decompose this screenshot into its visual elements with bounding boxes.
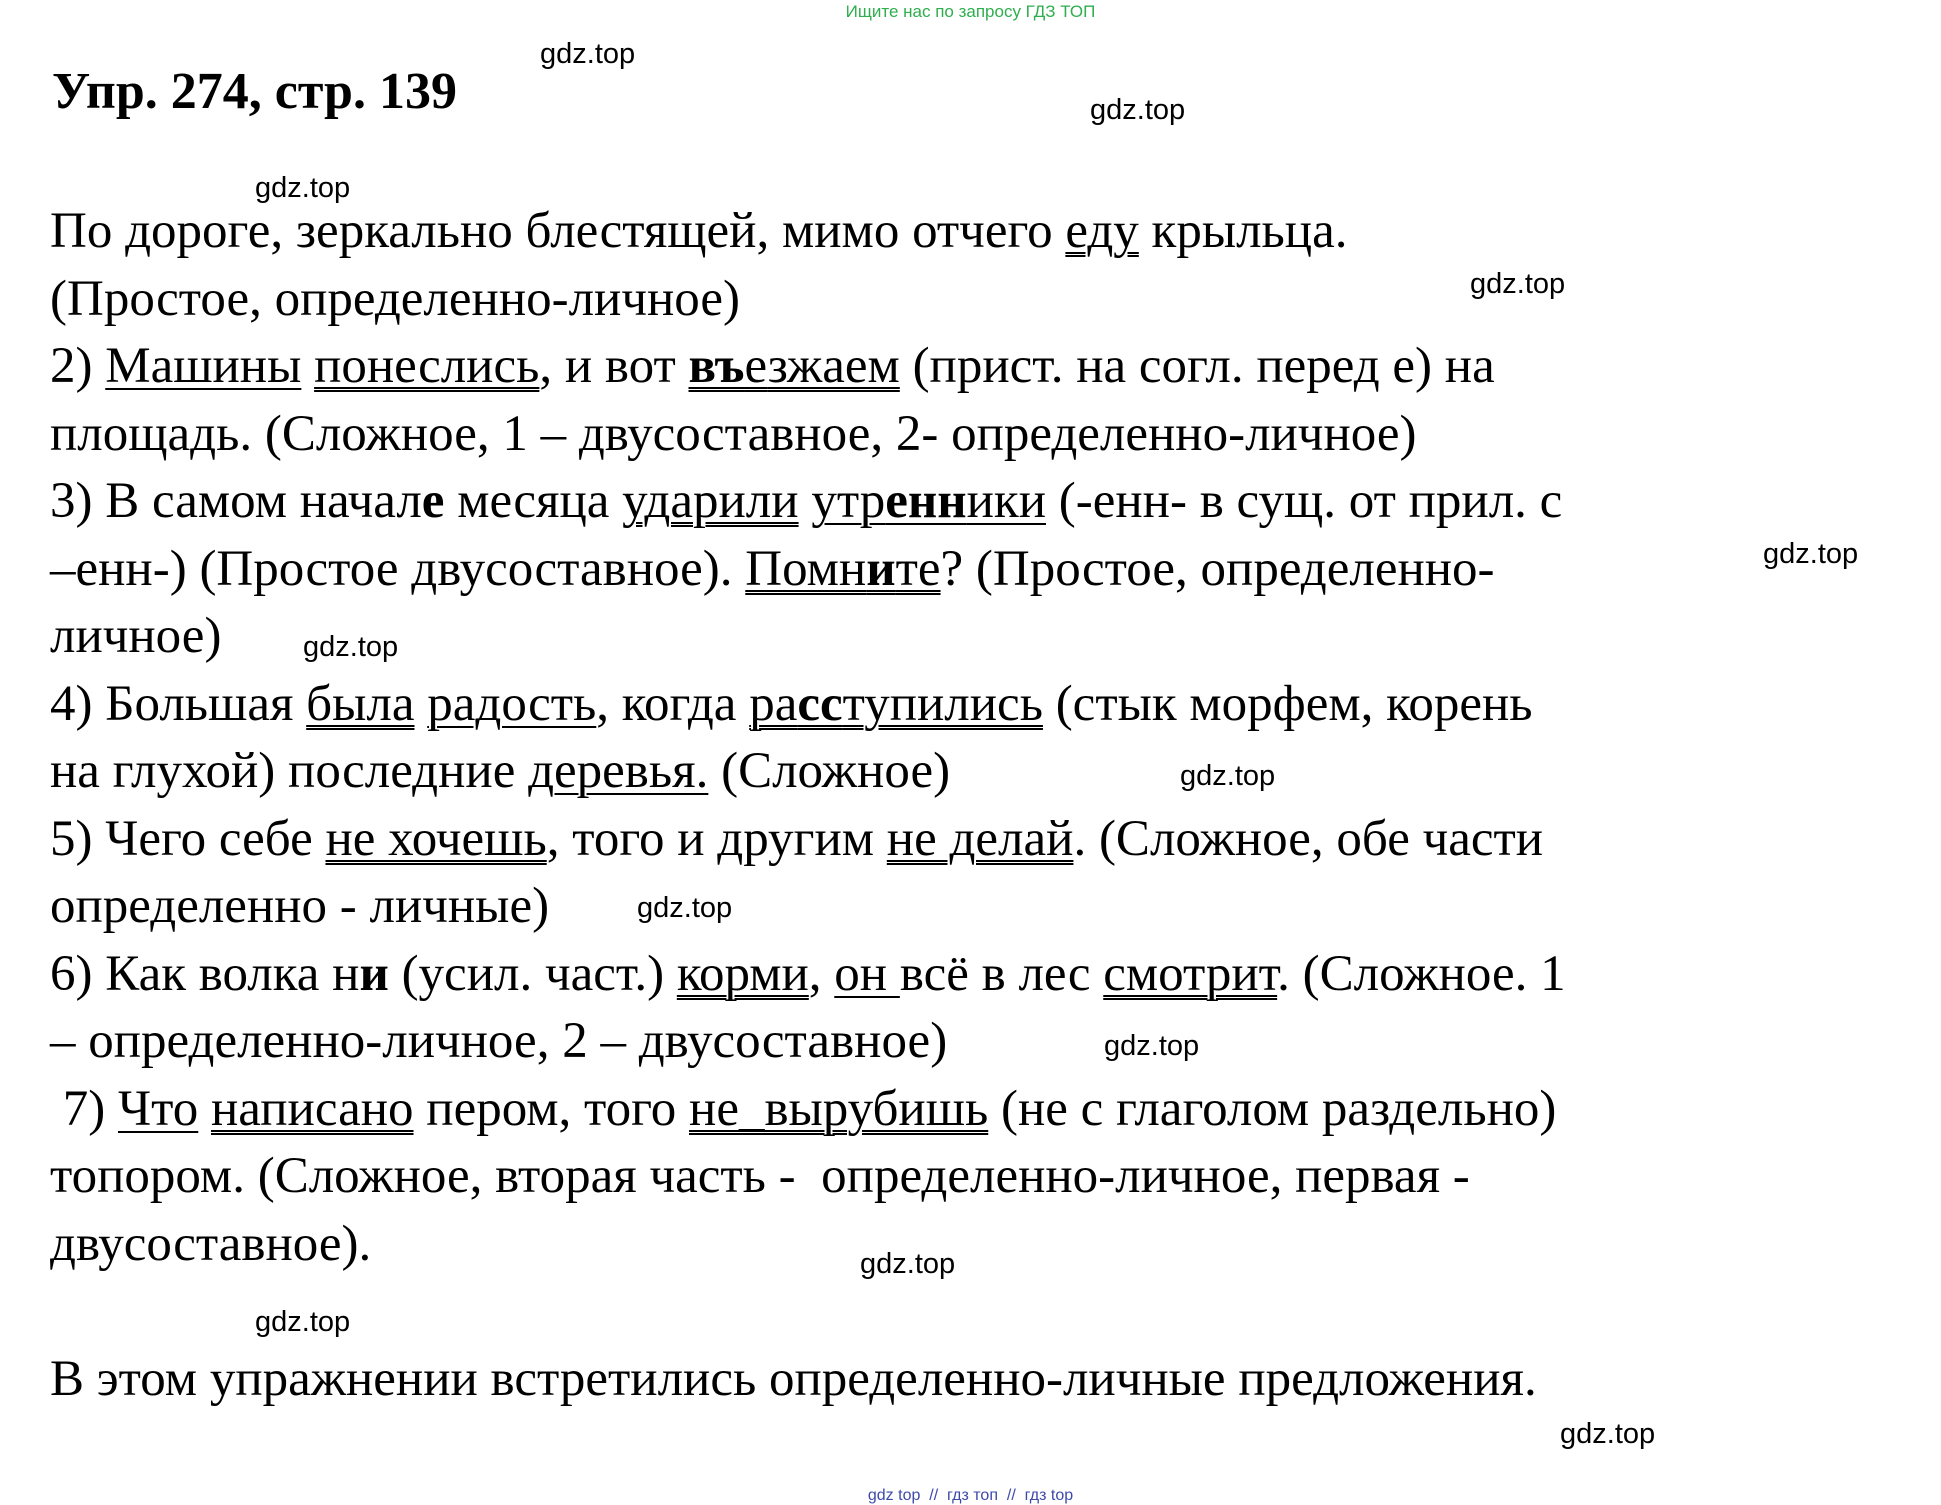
- watermark: gdz.top: [1470, 268, 1566, 300]
- text-line: топором. (Сложное, вторая часть - определенно-личное, первая -: [50, 1148, 1470, 1204]
- text-line: 3) В самом начале месяца ударили утренники (-енн- в сущ. от прил. с: [50, 473, 1563, 529]
- watermark: gdz.top: [1763, 538, 1859, 570]
- watermark: gdz.top: [303, 631, 399, 663]
- text-line: 4) Большая была радость, когда расступились (стык морфем, корень: [50, 675, 1533, 732]
- text-line: 5) Чего себе не хочешь, того и другим не делай. (Сложное, обе части: [50, 810, 1544, 867]
- predicate: была: [306, 675, 415, 732]
- subject: Машины: [105, 338, 302, 394]
- text-line: – определенно-личное, 2 – двусоставное): [50, 1013, 948, 1069]
- predicate: не делай: [886, 810, 1074, 867]
- text-line: на глухой) последние деревья. (Сложное): [50, 743, 951, 799]
- text-line: определенно - личные): [50, 878, 550, 934]
- text-line: (Простое, определенно-личное): [50, 270, 741, 327]
- watermark: gdz.top: [1560, 1418, 1656, 1450]
- subject: он: [834, 945, 900, 1002]
- predicate: расступились: [749, 675, 1043, 732]
- text-line: 7) Что написано пером, того не_вырубишь (не с глаголом раздельно): [50, 1080, 1557, 1137]
- predicate: въезжаем: [688, 338, 900, 394]
- text-line: площадь. (Сложное, 1 – двусоставное, 2- определенно-личное): [50, 405, 1417, 462]
- predicate: смотрит: [1103, 945, 1278, 1002]
- exercise-body: [50, 198, 1910, 1278]
- watermark: gdz.top: [637, 892, 733, 924]
- predicate: не хочешь: [325, 810, 547, 867]
- footer-links[interactable]: gdz top // гдз топ // гдз top: [867, 1487, 1074, 1504]
- watermark: gdz.top: [860, 1248, 956, 1280]
- text-line: По дороге, зеркально блестящей, мимо отчего еду крыльца.: [50, 203, 1348, 259]
- subject: деревья.: [528, 743, 709, 799]
- predicate: ударили: [622, 473, 799, 529]
- predicate: понеслись: [314, 338, 540, 394]
- subject: Что: [117, 1080, 199, 1137]
- conclusion-text: В этом упражнении встретились определенно-личные предложения.: [50, 1351, 1537, 1407]
- predicate: написано: [211, 1080, 414, 1137]
- predicate: Помните: [745, 540, 941, 597]
- subject: радость: [427, 675, 597, 732]
- exercise-title: Упр. 274, стр. 139: [52, 63, 457, 120]
- predicate: не_вырубишь: [689, 1080, 989, 1137]
- watermark: gdz.top: [1180, 760, 1276, 792]
- predicate: еду: [1065, 203, 1139, 259]
- watermark: gdz.top: [255, 172, 351, 204]
- text-line: –енн-) (Простое двусоставное). Помните? (Простое, определенно-: [50, 540, 1495, 597]
- text-line: личное): [50, 608, 222, 664]
- text-line: 6) Как волка ни (усил. част.) корми, он всё в лес смотрит. (Сложное. 1: [50, 945, 1566, 1002]
- subject: утренники: [811, 473, 1047, 529]
- text-line: 2) Машины понеслись, и вот въезжаем (прист. на согл. перед е) на: [50, 338, 1495, 394]
- text-line: двусоставное).: [50, 1215, 372, 1272]
- watermark: gdz.top: [540, 38, 636, 70]
- watermark: gdz.top: [1090, 94, 1186, 126]
- watermark: gdz.top: [255, 1306, 351, 1338]
- top-banner: Ищите нас по запросу ГДЗ ТОП: [845, 2, 1096, 21]
- predicate: корми: [676, 945, 809, 1002]
- watermark: gdz.top: [1104, 1030, 1200, 1062]
